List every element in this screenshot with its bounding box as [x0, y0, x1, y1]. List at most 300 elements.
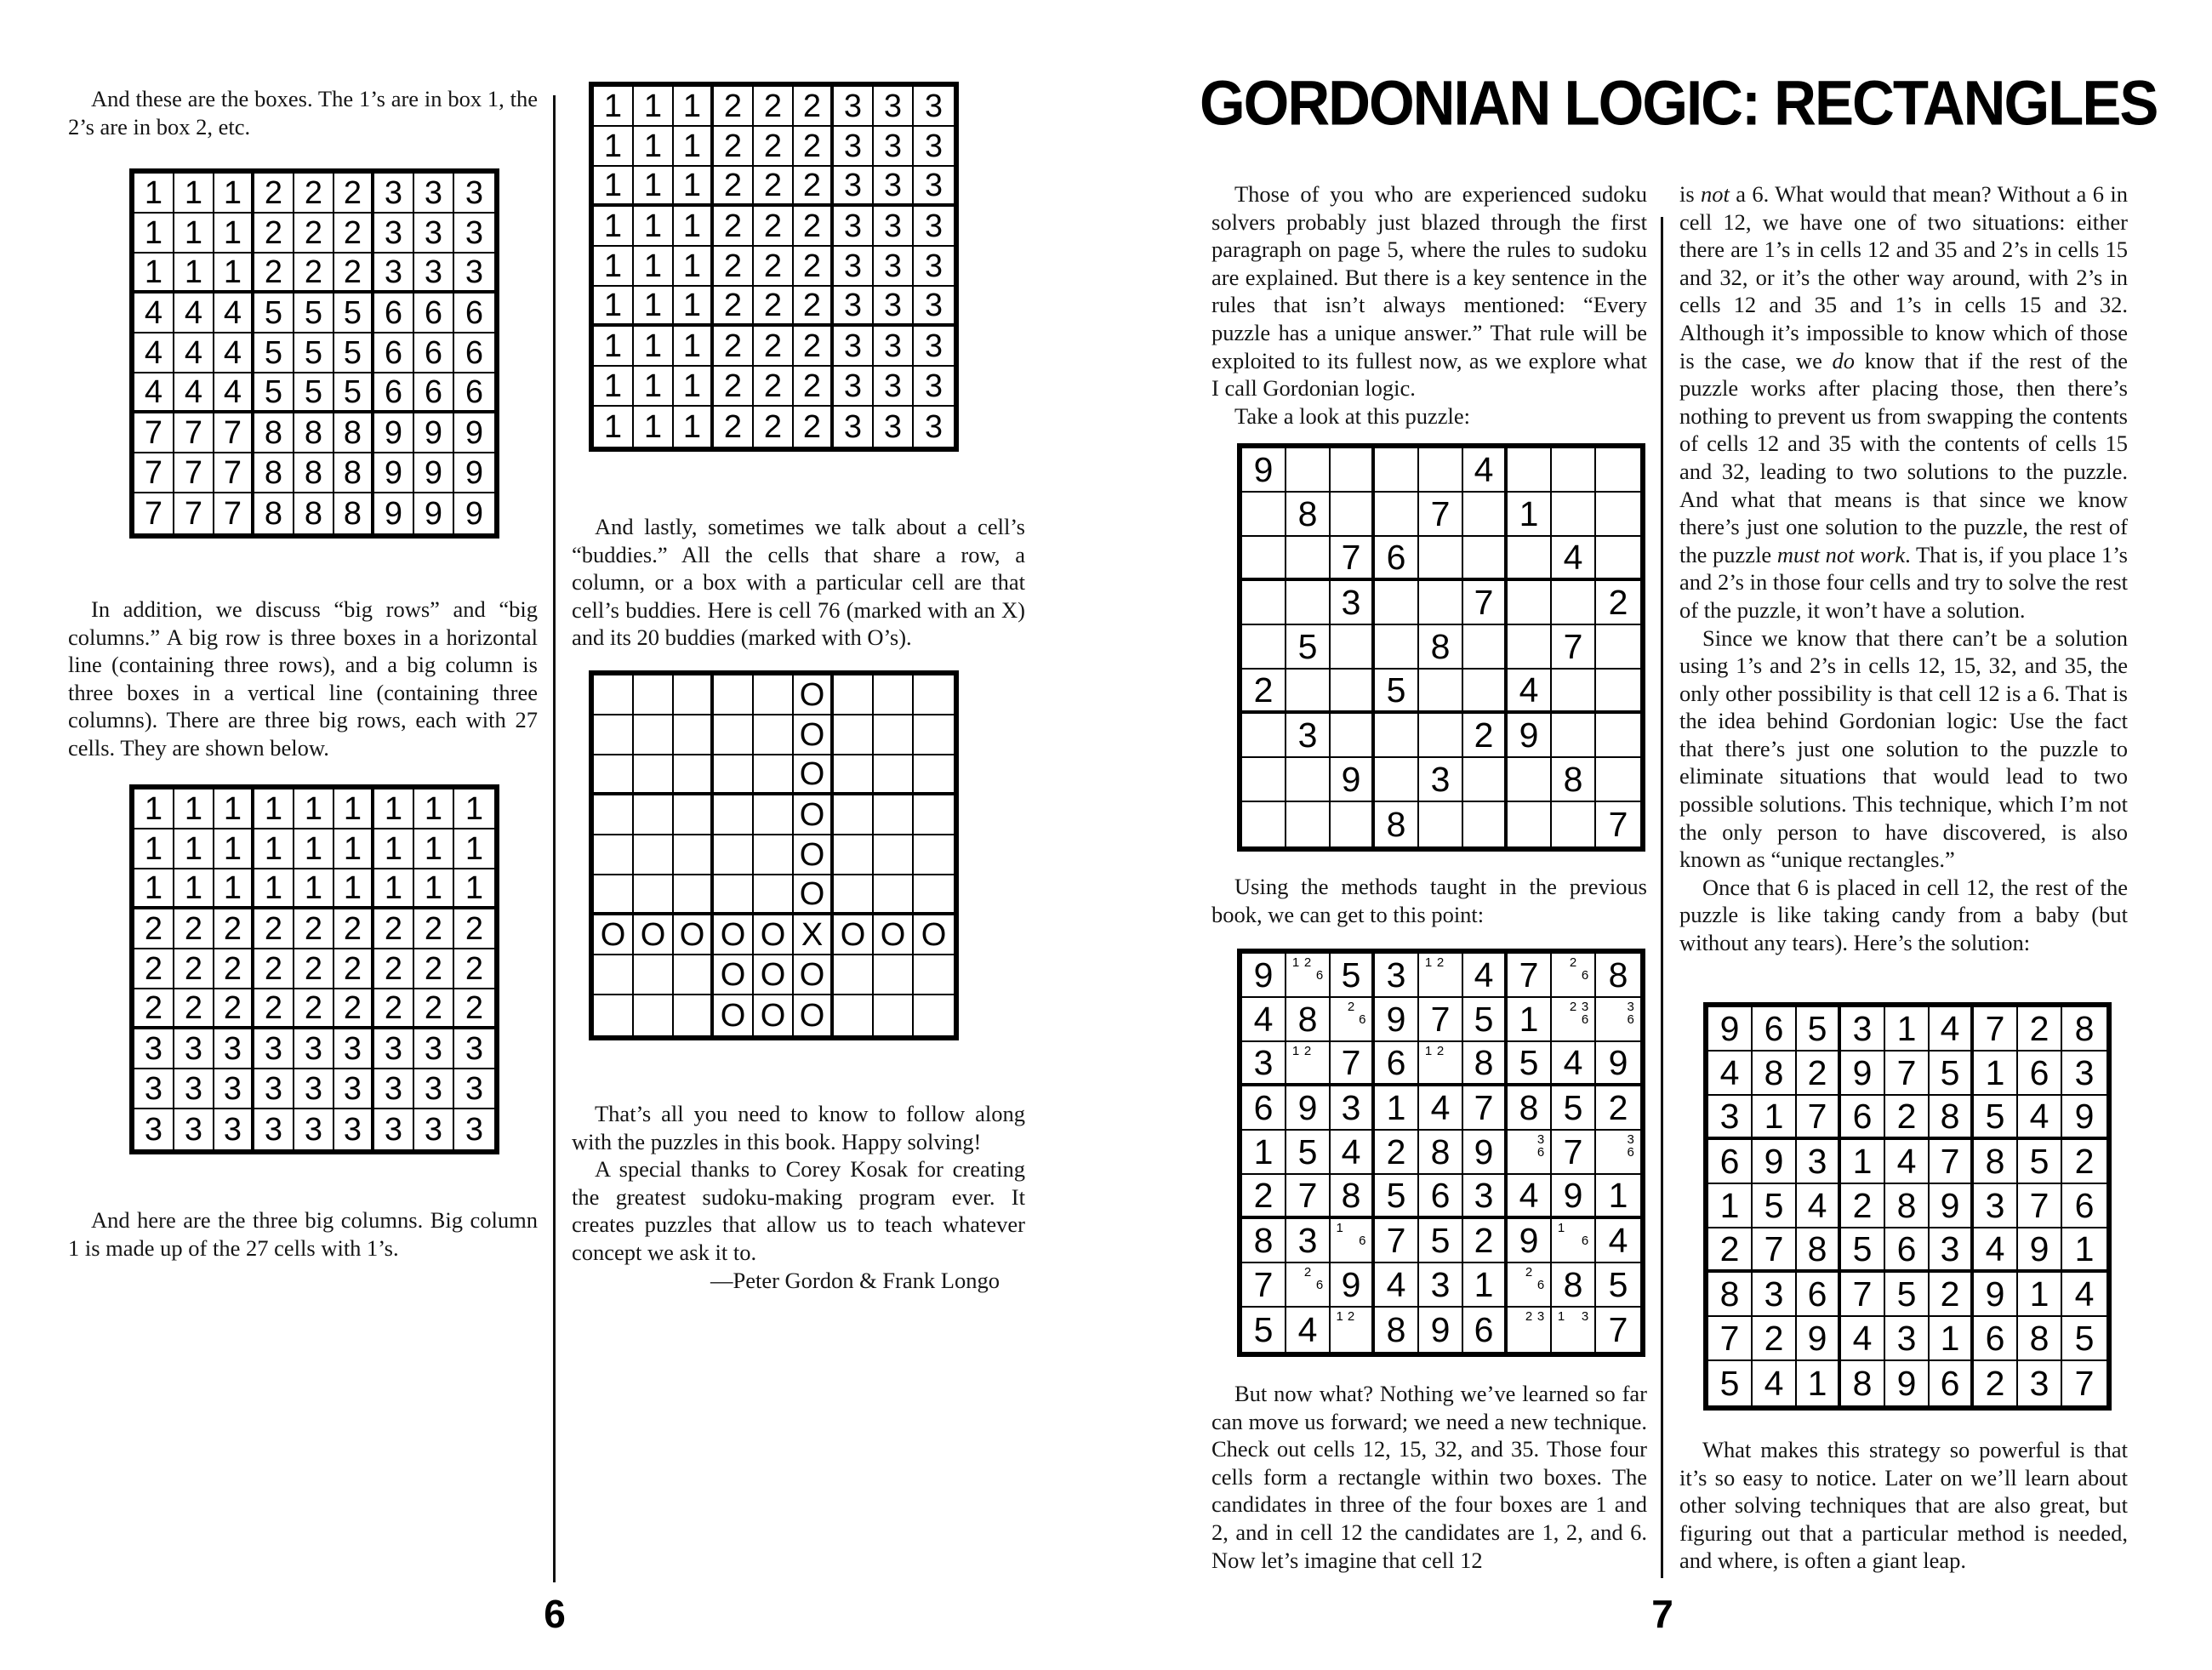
grid-cell: 4: [1708, 1052, 1753, 1096]
candidate-digit: 2: [1525, 1265, 1533, 1280]
grid-cell: 9: [1242, 954, 1286, 998]
grid-cell: 2: [1930, 1273, 1974, 1317]
grid-cell: X: [794, 915, 834, 955]
grid-cell: O: [874, 915, 914, 955]
grid-cell: [914, 675, 954, 715]
grid-cell: 3: [334, 1029, 374, 1069]
grid-cell: 3: [874, 87, 914, 127]
grid-cell: 4: [174, 373, 214, 413]
grid-cell: 4: [1841, 1317, 1885, 1361]
grid-cell: [1463, 625, 1508, 670]
candidate-digit: 1: [1336, 1221, 1343, 1235]
page7-para-but-now: [1211, 1380, 1647, 1574]
grid-cell: 1: [1974, 1052, 2018, 1096]
grid-cell: [1242, 758, 1286, 802]
grid-cell: 2: [2018, 1007, 2062, 1052]
grid-cell: [914, 955, 954, 995]
grid-cell: O: [714, 915, 754, 955]
grid-cell: [714, 755, 754, 795]
grid-cell: 1: [674, 87, 714, 127]
candidate-digit: 2: [1569, 955, 1577, 970]
paragraph: Those of you who are experienced sudoku solvers probably just blazed through the first paragraph on page 5, where the rules to sudoku are explained. But there is a key sentence in the rules that isn’t always mentioned: “Every puzzle has a unique answer.” That rule will be exploited to its fullest now, as we explore what I call Gordonian logic.: [1211, 181, 1647, 402]
grid-cell: 8: [2018, 1317, 2062, 1361]
grid-cell: 1: [1930, 1317, 1974, 1361]
grid-cell: 8: [254, 453, 294, 493]
grid-cell: 1: [594, 247, 634, 287]
grid-cell: [1375, 625, 1419, 670]
grid-cell: 3: [254, 1069, 294, 1109]
candidate-digit: 2: [1525, 1309, 1533, 1325]
grid-cell: [714, 875, 754, 915]
grid-cell: 1: [1508, 493, 1552, 537]
grid-cell: [834, 875, 874, 915]
grid-cell: 1: [1375, 1086, 1419, 1131]
grid-cell: 5: [254, 373, 294, 413]
grid-cell: 2: [414, 989, 454, 1029]
text-run: . That is, if you place 1’s and 2’s in those four cells and try to solve the rest of the puzzle, it won’t have a solution.: [1679, 541, 2128, 623]
grid-cell: [1286, 954, 1331, 998]
grid-cell: 8: [1331, 1175, 1375, 1219]
grid-cell: 3: [134, 1069, 174, 1109]
grid-cell: 3: [834, 287, 874, 327]
grid-cell: 7: [1286, 1175, 1331, 1219]
grid-cell: 1: [1596, 1175, 1640, 1219]
grid-cell: 3: [454, 214, 494, 254]
grid-cell: 6: [1841, 1096, 1885, 1140]
grid-cell: [1508, 1263, 1552, 1308]
grid-cell: [1463, 802, 1508, 846]
grid-cell: 9: [1797, 1317, 1841, 1361]
grid-cell: 5: [1419, 1219, 1463, 1263]
grid-cell: 1: [1508, 998, 1552, 1042]
grid-cell: [1331, 1308, 1375, 1352]
grid-cell: 7: [1463, 581, 1508, 625]
grid-cell: 4: [1974, 1228, 2018, 1273]
grid-cell: 6: [1797, 1273, 1841, 1317]
grid-cell: O: [754, 915, 794, 955]
grid-cell: 2: [174, 909, 214, 949]
grid-cell: 6: [374, 294, 414, 333]
candidate-digit: 1: [1424, 1044, 1433, 1058]
grid-cell: 7: [174, 453, 214, 493]
grid-cell: 1: [254, 789, 294, 829]
grid-cell: 1: [634, 247, 674, 287]
paragraph: A special thanks to Corey Kosak for creating the greatest sudoku-making program ever. It creates puzzles that allow us to teach whatever concept we ask it to.: [572, 1156, 1025, 1265]
grid-cell: 5: [294, 333, 334, 373]
grid-cell: 7: [1974, 1007, 2018, 1052]
grid-cell: 3: [174, 1069, 214, 1109]
grid-cell: 7: [1608, 804, 1628, 844]
grid-cell: [1286, 1042, 1331, 1086]
grid-cell: 3: [1463, 1175, 1508, 1219]
grid-cell: [834, 995, 874, 1035]
candidate-digit: 6: [1627, 1145, 1634, 1160]
grid-cell: 3: [834, 407, 874, 447]
grid-cell: 6: [1463, 1308, 1508, 1352]
grid-cell: 4: [174, 333, 214, 373]
grid-cell: [1286, 758, 1331, 802]
grid-cell: [1419, 1042, 1463, 1086]
grid-cell: 8: [1552, 1263, 1596, 1308]
grid-cell: [1375, 581, 1419, 625]
grid-cell: 3: [134, 1029, 174, 1069]
grid-cell: 2: [334, 909, 374, 949]
grid-cell: 3: [174, 1109, 214, 1149]
grid-cell: O: [794, 795, 834, 835]
grid-cell: 2: [454, 909, 494, 949]
grid-cell: 3: [914, 327, 954, 367]
grid-cell: [1331, 493, 1375, 537]
grid-cell: 1: [594, 87, 634, 127]
grid-cell: [1286, 448, 1331, 493]
candidate-digit: 1: [1557, 1221, 1565, 1235]
grid-cell: [1419, 954, 1463, 998]
grid-cell: 1: [1242, 1131, 1286, 1175]
grid-cell: [874, 715, 914, 755]
grid-cell: [914, 755, 954, 795]
grid-cell: [1286, 802, 1331, 846]
grid-cell: [1552, 714, 1596, 758]
grid-cell: 3: [914, 207, 954, 247]
grid-cell: [1596, 998, 1640, 1042]
grid-cell: 1: [134, 829, 174, 869]
grid-cell: 1: [294, 829, 334, 869]
grid-cell: 3: [414, 1029, 454, 1069]
grid-cell: 1: [634, 367, 674, 407]
paragraph: That’s all you need to know to follow along with the puzzles in this book. Happy solving!: [572, 1101, 1025, 1154]
grid-cell: [1596, 537, 1640, 581]
grid-cell: [1375, 714, 1419, 758]
grid-cell: 3: [1286, 714, 1331, 758]
grid-cell: 7: [214, 493, 254, 533]
grid-cell: 2: [2062, 1140, 2107, 1184]
page6-closing-text: [572, 1100, 1025, 1294]
grid-cell: 6: [1930, 1361, 1974, 1405]
grid-cell: 6: [414, 333, 454, 373]
grid-cell: 6: [1375, 537, 1419, 581]
grid-cell: 7: [174, 413, 214, 453]
paragraph: Using the methods taught in the previous book, we can get to this point:: [1211, 874, 1647, 927]
grid-cell: [1552, 493, 1596, 537]
grid-cell: 3: [1419, 1263, 1463, 1308]
grid-cell: 3: [294, 1069, 334, 1109]
grid-cell: [834, 795, 874, 835]
grid-cell: 4: [1508, 1175, 1552, 1219]
grid-cell: 9: [1463, 1131, 1508, 1175]
grid-cell: 4: [1242, 998, 1286, 1042]
candidate-digit: 2: [1303, 955, 1312, 970]
grid-cell: 9: [414, 413, 454, 453]
grid-cell: 5: [1508, 1042, 1552, 1086]
grid-cell: 2: [414, 909, 454, 949]
grid-cell: [1508, 758, 1552, 802]
grid-cell: [754, 875, 794, 915]
grid-cell: 1: [454, 789, 494, 829]
text-run: is: [1679, 181, 1702, 207]
grid-cell: [1508, 581, 1552, 625]
grid-cell: [1552, 954, 1596, 998]
big-columns-grid: [589, 82, 959, 452]
grid-cell: 1: [334, 869, 374, 909]
grid-cell: [754, 755, 794, 795]
grid-cell: 1: [634, 287, 674, 327]
grid-cell: 5: [1930, 1052, 1974, 1096]
grid-cell: 2: [134, 909, 174, 949]
candidate-digit: 1: [1291, 1044, 1300, 1058]
grid-cell: 2: [1596, 581, 1640, 625]
grid-cell: 4: [1419, 1086, 1463, 1131]
grid-cell: 3: [914, 287, 954, 327]
grid-cell: O: [794, 835, 834, 875]
candidate-digit: 2: [1303, 1044, 1312, 1058]
grid-cell: 8: [1286, 998, 1331, 1042]
grid-cell: [1596, 758, 1640, 802]
grid-cell: 2: [794, 247, 834, 287]
grid-cell: 2: [1596, 1086, 1640, 1131]
grid-cell: 4: [1286, 1308, 1331, 1352]
grid-cell: 8: [294, 493, 334, 533]
candidate-digit: 2: [1569, 1000, 1577, 1014]
grid-cell: 1: [2062, 1228, 2107, 1273]
grid-cell: 5: [1286, 1131, 1331, 1175]
grid-cell: 1: [174, 869, 214, 909]
grid-cell: 3: [454, 1069, 494, 1109]
grid-cell: [834, 715, 874, 755]
grid-cell: [634, 755, 674, 795]
grid-cell: 1: [594, 207, 634, 247]
grid-cell: 9: [1242, 448, 1286, 493]
grid-cell: [674, 795, 714, 835]
grid-cell: 9: [1974, 1273, 2018, 1317]
grid-cell: 3: [1797, 1140, 1841, 1184]
grid-cell: 5: [1753, 1184, 1797, 1228]
grid-cell: 4: [2062, 1273, 2107, 1317]
grid-cell: [1596, 714, 1640, 758]
grid-cell: 2: [794, 87, 834, 127]
grid-cell: [1463, 758, 1508, 802]
grid-cell: 1: [594, 167, 634, 207]
grid-cell: [1286, 670, 1331, 714]
grid-cell: [1242, 537, 1286, 581]
grid-cell: O: [714, 955, 754, 995]
page6-column-divider: [553, 95, 556, 1582]
grid-cell: O: [834, 915, 874, 955]
grid-cell: [834, 955, 874, 995]
grid-cell: [834, 675, 874, 715]
grid-cell: 3: [874, 327, 914, 367]
candidate-digit: 3: [1536, 1132, 1545, 1147]
grid-cell: 2: [754, 367, 794, 407]
grid-cell: 2: [714, 247, 754, 287]
paragraph: And these are the boxes. The 1’s are in box 1, the 2’s are in box 2, etc.: [68, 86, 538, 140]
grid-cell: 9: [1841, 1052, 1885, 1096]
grid-cell: 2: [794, 207, 834, 247]
grid-cell: 2: [754, 207, 794, 247]
grid-cell: 3: [874, 247, 914, 287]
grid-cell: [714, 795, 754, 835]
candidate-digit: 3: [1581, 1309, 1589, 1325]
grid-cell: [634, 835, 674, 875]
grid-cell: O: [594, 915, 634, 955]
grid-cell: 3: [874, 167, 914, 207]
grid-cell: [634, 995, 674, 1035]
grid-cell: 3: [1708, 1096, 1753, 1140]
grid-cell: 3: [914, 367, 954, 407]
grid-cell: 8: [254, 493, 294, 533]
grid-cell: 8: [2062, 1007, 2107, 1052]
grid-cell: [1552, 802, 1596, 846]
grid-cell: [1552, 581, 1596, 625]
grid-cell: [874, 755, 914, 795]
puzzle-grid: [1237, 443, 1645, 852]
grid-cell: 1: [374, 789, 414, 829]
grid-cell: 3: [254, 1109, 294, 1149]
grid-cell: [834, 755, 874, 795]
grid-cell: 6: [1753, 1007, 1797, 1052]
grid-cell: 4: [1552, 1042, 1596, 1086]
grid-cell: 2: [714, 367, 754, 407]
grid-cell: 1: [334, 829, 374, 869]
italic-run: not: [1701, 181, 1730, 207]
grid-cell: 1: [1753, 1096, 1797, 1140]
grid-cell: [1242, 802, 1286, 846]
grid-cell: 3: [374, 1069, 414, 1109]
grid-cell: 2: [294, 254, 334, 294]
grid-cell: [1508, 537, 1552, 581]
grid-cell: [1552, 1308, 1596, 1352]
grid-cell: O: [634, 915, 674, 955]
grid-cell: 1: [214, 214, 254, 254]
grid-cell: 1: [674, 247, 714, 287]
grid-cell: 3: [374, 214, 414, 254]
grid-cell: 5: [334, 333, 374, 373]
grid-cell: 2: [714, 207, 754, 247]
candidate-digit: 6: [1536, 1145, 1545, 1160]
grid-cell: 9: [1930, 1184, 1974, 1228]
grid-cell: 7: [1753, 1228, 1797, 1273]
grid-cell: 9: [2018, 1228, 2062, 1273]
grid-cell: 2: [374, 989, 414, 1029]
grid-cell: 3: [454, 1029, 494, 1069]
grid-cell: 4: [174, 294, 214, 333]
grid-cell: 2: [334, 949, 374, 989]
paragraph: Take a look at this puzzle:: [1234, 402, 1471, 429]
grid-cell: 2: [214, 949, 254, 989]
grid-cell: 8: [1974, 1140, 2018, 1184]
grid-cell: 7: [1375, 1219, 1419, 1263]
grid-cell: 1: [594, 287, 634, 327]
grid-cell: 1: [594, 127, 634, 167]
grid-cell: 5: [1885, 1273, 1930, 1317]
grid-cell: 1: [674, 327, 714, 367]
grid-cell: 3: [414, 1069, 454, 1109]
grid-cell: [1419, 537, 1463, 581]
candidate-digit: 2: [1347, 1000, 1355, 1014]
grid-cell: 3: [834, 87, 874, 127]
grid-cell: 1: [174, 254, 214, 294]
grid-cell: 8: [254, 413, 294, 453]
grid-cell: 3: [294, 1109, 334, 1149]
grid-cell: [674, 995, 714, 1035]
grid-cell: O: [794, 755, 834, 795]
grid-cell: 4: [1463, 448, 1508, 493]
byline: —Peter Gordon & Frank Longo: [710, 1267, 1000, 1293]
grid-cell: 2: [714, 287, 754, 327]
candidate-digit: 3: [1627, 1132, 1634, 1147]
grid-cell: [1242, 714, 1286, 758]
grid-cell: [1242, 581, 1286, 625]
grid-cell: [674, 955, 714, 995]
grid-cell: [1552, 1219, 1596, 1263]
grid-cell: 5: [1552, 1086, 1596, 1131]
grid-cell: 3: [834, 327, 874, 367]
grid-cell: 2: [454, 949, 494, 989]
grid-cell: 4: [1331, 1131, 1375, 1175]
grid-cell: 4: [134, 333, 174, 373]
grid-cell: 9: [2062, 1096, 2107, 1140]
grid-cell: 2: [1885, 1096, 1930, 1140]
grid-cell: 2: [754, 407, 794, 447]
grid-cell: [874, 835, 914, 875]
grid-cell: 9: [1552, 1175, 1596, 1219]
grid-cell: 1: [134, 214, 174, 254]
grid-cell: 1: [414, 789, 454, 829]
grid-cell: 2: [754, 287, 794, 327]
page6-para-bigcols: [68, 1206, 538, 1262]
grid-cell: [914, 795, 954, 835]
grid-cell: [1508, 1308, 1552, 1352]
paragraph: But now what? Nothing we’ve learned so far can move us forward; we need a new technique. Check out cells 12, 15, 32, and 35. Those four cells form a rectangle within two boxes. The candidates in three of the four boxes are 1 and 2, and in cell 12 the candidates are 1, 2, and 6. Now let’s imagine that cell 12: [1211, 1381, 1647, 1573]
grid-cell: [1596, 625, 1640, 670]
candidate-digit: 3: [1627, 1000, 1634, 1014]
paragraph: And lastly, sometimes we talk about a cell’s “buddies.” All the cells that share a row, a column, or a box with a particular cell are that cell’s buddies. Here is cell 76 (marked with an X) and its 20 buddies (marked with O’s).: [572, 514, 1025, 651]
candidate-digit: 1: [1557, 1309, 1565, 1325]
grid-cell: [594, 675, 634, 715]
page7-intro-text: [1211, 180, 1647, 430]
grid-cell: [714, 675, 754, 715]
grid-cell: 3: [874, 287, 914, 327]
grid-cell: 1: [174, 789, 214, 829]
candidate-digit: 2: [1347, 1309, 1355, 1325]
grid-cell: 1: [634, 327, 674, 367]
grid-cell: 9: [454, 413, 494, 453]
grid-cell: 1: [134, 254, 174, 294]
page6-para-boxes: [68, 85, 538, 140]
grid-cell: 3: [834, 247, 874, 287]
grid-cell: 2: [1375, 1131, 1419, 1175]
grid-cell: [634, 675, 674, 715]
grid-cell: [874, 675, 914, 715]
grid-cell: 3: [1286, 1219, 1331, 1263]
grid-cell: 1: [174, 174, 214, 214]
grid-cell: 6: [2062, 1184, 2107, 1228]
grid-cell: 2: [294, 989, 334, 1029]
grid-cell: 3: [914, 127, 954, 167]
grid-cell: 3: [1885, 1317, 1930, 1361]
grid-cell: 1: [1797, 1361, 1841, 1405]
grid-cell: [1286, 581, 1331, 625]
grid-cell: 3: [334, 1109, 374, 1149]
grid-cell: 1: [214, 174, 254, 214]
grid-cell: 6: [454, 373, 494, 413]
grid-cell: 6: [454, 294, 494, 333]
grid-cell: 3: [924, 408, 944, 445]
grid-cell: 4: [214, 333, 254, 373]
grid-cell: 7: [2018, 1184, 2062, 1228]
grid-cell: 2: [714, 87, 754, 127]
grid-cell: 6: [1375, 1042, 1419, 1086]
grid-cell: 2: [1463, 1219, 1508, 1263]
